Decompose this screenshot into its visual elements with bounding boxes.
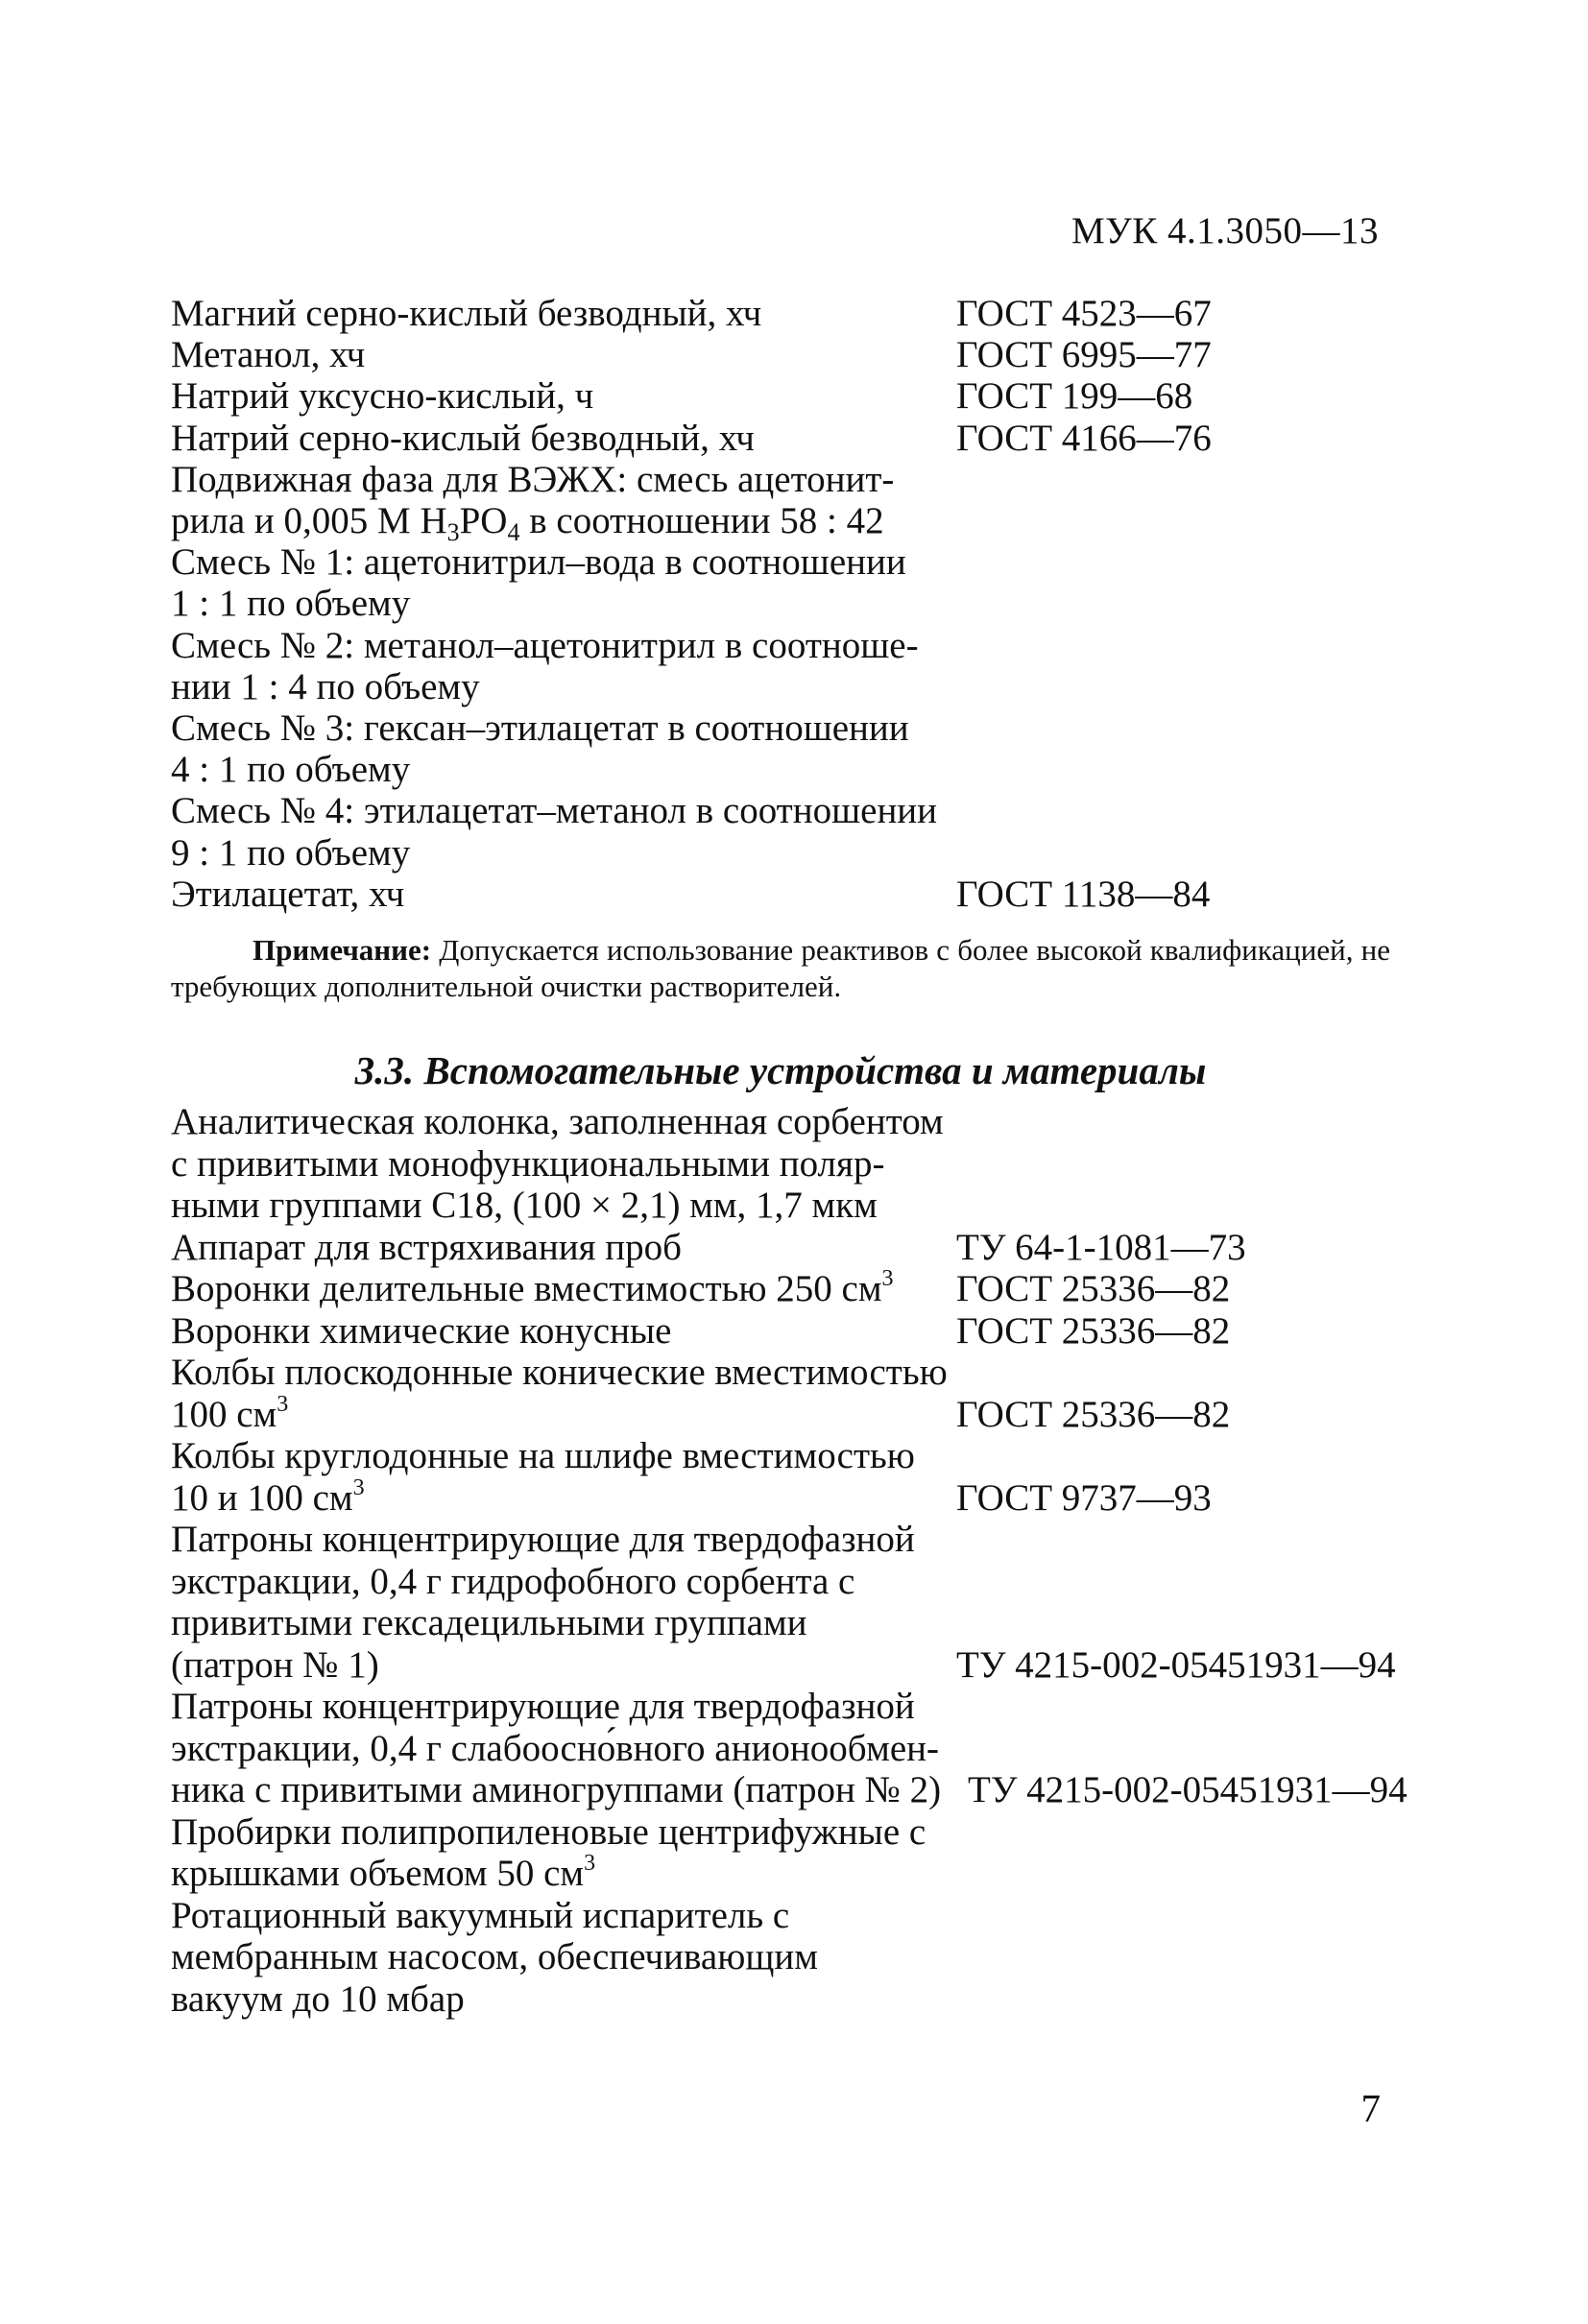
reagents-row bbox=[171, 418, 1448, 459]
reagents-row bbox=[171, 459, 1448, 500]
reagents-row bbox=[171, 541, 1448, 583]
reagents-item-name: Магний серно-кислый безводный, хч bbox=[171, 293, 762, 334]
reagents-row bbox=[171, 375, 1448, 417]
note-text: Допускается использование реактивов с более высокой квалификацией, не требующих дополнительной очистки растворителей. bbox=[171, 933, 1390, 1004]
equipment-item-standard: ГОСТ 25336—82 bbox=[956, 1268, 1231, 1310]
page-number: 7 bbox=[1360, 2086, 1381, 2130]
reagents-row bbox=[171, 500, 1448, 547]
equipment-item-name: Воронки химические конусные bbox=[171, 1309, 672, 1352]
reagents-row bbox=[171, 666, 1448, 707]
equipment-item-name: 100 $см^3$ bbox=[171, 1391, 289, 1435]
equipment-row bbox=[171, 1644, 1448, 1687]
reagents-item-name: Натрий уксусно-кислый, ч bbox=[171, 375, 594, 418]
equipment-item-name: Пробирки полипропиленовые центрифужные с bbox=[171, 1810, 926, 1853]
reagents-item-standard: ГОСТ 1138—84 bbox=[956, 873, 1211, 915]
reagents-item-name: Смесь № 4: этилацетат–метанол в соотношении bbox=[171, 790, 938, 832]
equipment-row bbox=[171, 1978, 1448, 2021]
equipment-row bbox=[171, 1185, 1448, 1227]
reagents-item-name: нии 1 : 4 по объему bbox=[171, 665, 480, 707]
equipment-item-name: Колбы плоскодонные конические вместимостью bbox=[171, 1352, 948, 1394]
equipment-row bbox=[171, 1519, 1448, 1561]
reagents-row bbox=[171, 832, 1448, 874]
equipment-row bbox=[171, 1811, 1448, 1854]
equipment-item-name: экстракции, 0,4 г слабоосно́вного анионообмен- bbox=[171, 1727, 940, 1769]
equipment-item-name: Патроны концентрирующие для твердофазной bbox=[171, 1686, 915, 1728]
equipment-item-name: мембранным насосом, обеспечивающим bbox=[171, 1936, 818, 1978]
equipment-item-name: вакуум до 10 мбар bbox=[171, 1977, 465, 2020]
equipment-row bbox=[171, 1936, 1448, 1978]
reagents-row bbox=[171, 707, 1448, 749]
equipment-item-standard: ГОСТ 25336—82 bbox=[956, 1393, 1231, 1435]
equipment-list bbox=[171, 1101, 1448, 2020]
equipment-item-name: привитыми гексадецильными группами bbox=[171, 1602, 807, 1644]
note-paragraph bbox=[171, 932, 1390, 1005]
equipment-item-name: Колбы круглодонные на шлифе вместимостью bbox=[171, 1435, 915, 1477]
equipment-item-standard: ГОСТ 25336—82 bbox=[956, 1309, 1231, 1352]
equipment-item-name: с привитыми монофункциональными поляр- bbox=[171, 1142, 885, 1185]
equipment-item-name: ника с привитыми аминогруппами (патрон № 2) bbox=[171, 1769, 942, 1811]
section-title: 3.3. Вспомогательные устройства и материалы bbox=[354, 1048, 1207, 1093]
equipment-row bbox=[171, 1853, 1448, 1895]
equipment-item-standard: ТУ 64-1-1081—73 bbox=[956, 1226, 1246, 1268]
equipment-row bbox=[171, 1268, 1448, 1310]
equipment-row bbox=[171, 1435, 1448, 1477]
equipment-row bbox=[171, 1686, 1448, 1728]
reagents-item-standard: ГОСТ 4166—76 bbox=[956, 417, 1212, 459]
reagents-row bbox=[171, 293, 1448, 334]
reagents-item-standard: ГОСТ 4523—67 bbox=[956, 293, 1212, 334]
equipment-item-standard: ГОСТ 9737—93 bbox=[956, 1476, 1212, 1519]
equipment-item-standard: ТУ 4215-002-05451931—94 bbox=[956, 1643, 1396, 1686]
equipment-item-standard: ТУ 4215-002-05451931—94 bbox=[968, 1769, 1408, 1811]
reagents-row bbox=[171, 625, 1448, 666]
reagents-item-name: Смесь № 3: гексан–этилацетат в соотношении bbox=[171, 707, 909, 750]
equipment-row bbox=[171, 1143, 1448, 1186]
reagents-item-name: Подвижная фаза для ВЭЖХ: смесь ацетонит- bbox=[171, 458, 895, 500]
reagents-row bbox=[171, 749, 1448, 790]
equipment-row bbox=[171, 1310, 1448, 1353]
equipment-item-name: экстракции, 0,4 г гидрофобного сорбента с bbox=[171, 1560, 855, 1602]
reagents-item-standard: ГОСТ 199—68 bbox=[956, 375, 1193, 418]
reagents-item-standard: ГОСТ 6995—77 bbox=[956, 334, 1212, 376]
reagents-item-name: 9 : 1 по объему bbox=[171, 831, 411, 874]
reagents-row bbox=[171, 334, 1448, 375]
equipment-row bbox=[171, 1895, 1448, 1937]
equipment-row bbox=[171, 1474, 1448, 1520]
equipment-row bbox=[171, 1101, 1448, 1143]
equipment-row bbox=[171, 1602, 1448, 1644]
page-content bbox=[171, 293, 1448, 2020]
equipment-row bbox=[171, 1769, 1448, 1811]
equipment-row bbox=[171, 1561, 1448, 1603]
reagents-item-name: Смесь № 1: ацетонитрил–вода в соотношении bbox=[171, 541, 906, 584]
equipment-row bbox=[171, 1728, 1448, 1770]
document-code: МУК 4.1.3050—13 bbox=[1071, 210, 1379, 252]
equipment-item-name: Аналитическая колонка, заполненная сорбентом bbox=[171, 1101, 944, 1143]
reagents-item-name: рила и 0,005 М $H_3PO_4$ в соотношении 58 : 42 bbox=[171, 500, 884, 547]
equipment-item-name: Патроны концентрирующие для твердофазной bbox=[171, 1519, 915, 1561]
equipment-item-name: Ротационный вакуумный испаритель с bbox=[171, 1894, 790, 1936]
reagents-item-name: 4 : 1 по объему bbox=[171, 749, 411, 791]
reagents-row bbox=[171, 583, 1448, 624]
equipment-item-name: крышками объемом 50 $см^3$ bbox=[171, 1851, 596, 1895]
reagents-row bbox=[171, 874, 1448, 915]
equipment-item-name: Воронки делительные вместимостью 250 $см^3$ bbox=[171, 1266, 894, 1310]
reagents-item-name: 1 : 1 по объему bbox=[171, 583, 411, 625]
reagents-item-name: Натрий серно-кислый безводный, хч bbox=[171, 417, 755, 459]
reagents-item-name: Этилацетат, хч bbox=[171, 873, 405, 915]
equipment-row bbox=[171, 1227, 1448, 1269]
equipment-item-name: ными группами С18, (100 × 2,1) мм, 1,7 мкм bbox=[171, 1185, 878, 1227]
reagents-row bbox=[171, 790, 1448, 831]
equipment-item-name: Аппарат для встряхивания проб bbox=[171, 1226, 682, 1268]
equipment-item-name: 10 и 100 $см^3$ bbox=[171, 1474, 365, 1519]
equipment-row bbox=[171, 1352, 1448, 1394]
equipment-row bbox=[171, 1391, 1448, 1436]
reagents-list bbox=[171, 293, 1448, 915]
equipment-item-name: (патрон № 1) bbox=[171, 1643, 379, 1686]
reagents-item-name: Смесь № 2: метанол–ацетонитрил в соотноше- bbox=[171, 624, 919, 666]
note-label: Примечание: bbox=[253, 933, 432, 968]
reagents-item-name: Метанол, хч bbox=[171, 334, 366, 376]
